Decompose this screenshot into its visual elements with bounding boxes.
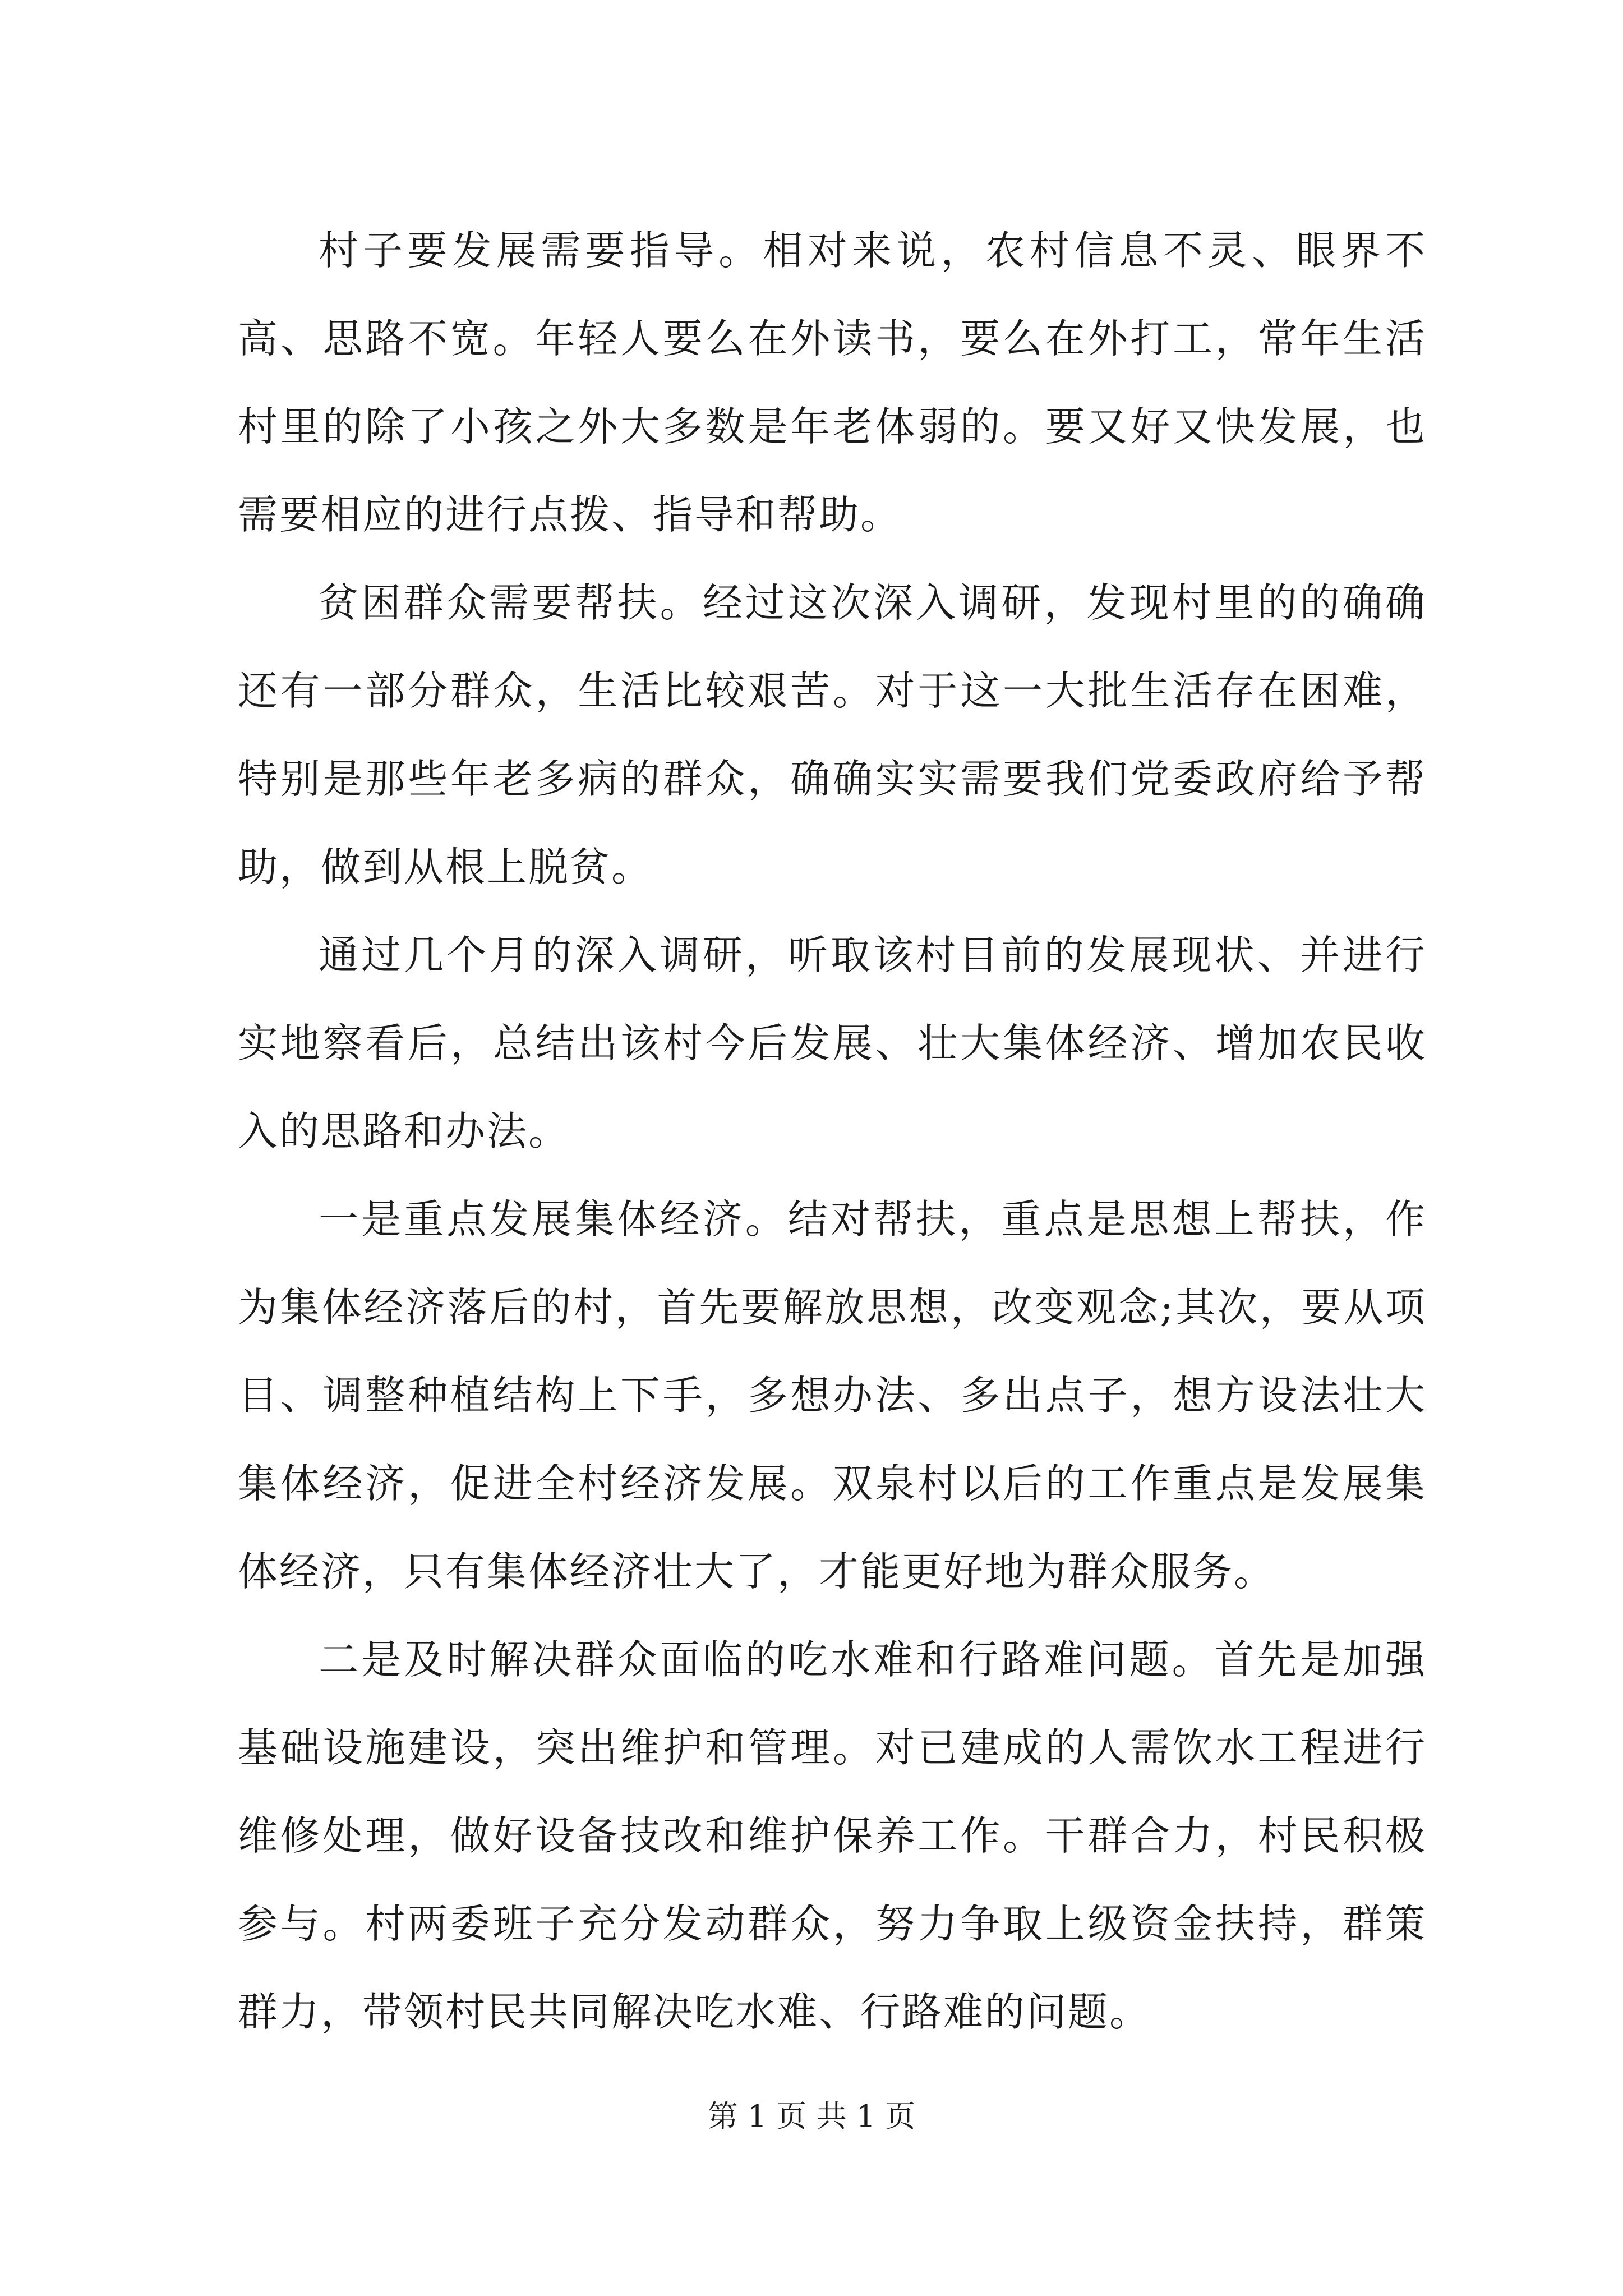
page-footer: 第 1 页 共 1 页 xyxy=(707,2099,916,2134)
paragraph-water-and-roads: 二是及时解决群众面临的吃水难和行路难问题。首先是加强基础设施建设，突出维护和管理。对已建成的人需饮水工程进行维修处理，做好设备技改和维护保养工作。干群合力，村民积极参与。村两委班子充分发动群众，努力争取上级资金扶持，群策群力，带领村民共同解决吃水难、行路难的问题。 xyxy=(238,1636,1427,2035)
paragraph-poverty-assistance: 贫困群众需要帮扶。经过这次深入调研，发现村里的的确确还有一部分群众，生活比较艰苦。对于这一大批生活存在困难，特别是那些年老多病的群众，确确实实需要我们党委政府给予帮助，做到从根上脱贫。 xyxy=(238,579,1427,890)
paragraph-research-summary: 通过几个月的深入调研，听取该村目前的发展现状、并进行实地察看后，总结出该村今后发展、壮大集体经济、增加农民收入的思路和办法。 xyxy=(238,932,1427,1154)
paragraph-guidance: 村子要发展需要指导。相对来说，农村信息不灵、眼界不高、思路不宽。年轻人要么在外读书，要么在外打工，常年生活村里的除了小孩之外大多数是年老体弱的。要又好又快发展，也需要相应的进行点拨、指导和帮助。 xyxy=(238,227,1427,538)
paragraph-collective-economy: 一是重点发展集体经济。结对帮扶，重点是思想上帮扶，作为集体经济落后的村，首先要解放思想，改变观念;其次，要从项目、调整种植结构上下手，多想办法、多出点子，想方设法壮大集体经济，促进全村经济发展。双泉村以后的工作重点是发展集体经济，只有集体经济壮大了，才能更好地为群众服务。 xyxy=(238,1196,1427,1595)
document-body xyxy=(238,206,1427,2056)
